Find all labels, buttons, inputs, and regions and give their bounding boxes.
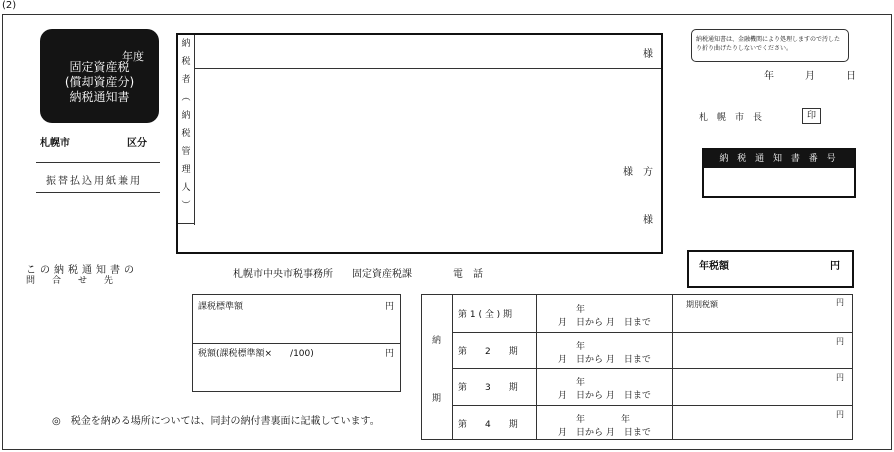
payment-slip-label: 振替払込用紙兼用 xyxy=(46,176,142,187)
tax-base-unit: 円 xyxy=(384,302,394,312)
tax-base-label: 課税標準額 xyxy=(198,302,244,312)
office-dept: 固定資産税課 xyxy=(352,269,412,280)
inquiry-line-1: この納税通知書の xyxy=(26,265,138,276)
footer-note: ◎ 税金を納める場所については、同封の納付書裏面に記載しています。 xyxy=(52,416,380,427)
installment-year: 年 xyxy=(576,305,586,315)
taxpayer-vertical-label xyxy=(178,35,194,215)
badge-year: 年度 xyxy=(122,50,144,63)
installment-period: 第 2 期 xyxy=(458,346,518,357)
sama-bottom: 様 xyxy=(643,215,653,226)
date-month: 月 xyxy=(805,71,815,82)
installment-period: 第 1 ( 全 ) 期 xyxy=(458,310,513,320)
kata-label: 方 xyxy=(643,167,653,178)
amount-header: 期別税額 xyxy=(686,300,718,309)
tax-base-box xyxy=(192,294,401,392)
taxpayer-label-char: 管 xyxy=(181,147,191,157)
notice-number-label: 納 税 通 知 書 番 号 xyxy=(704,150,854,168)
date-year: 年 xyxy=(764,71,774,82)
mayor-label: 札 幌 市 長 xyxy=(699,113,763,123)
installment-year: 年 年 xyxy=(576,414,631,425)
taxpayer-name-line xyxy=(195,68,661,69)
annual-tax-unit: 円 xyxy=(830,261,840,272)
date-day: 日 xyxy=(846,71,856,82)
installment-range: 月 日から 月 日まで xyxy=(558,354,651,365)
taxpayer-label-divider xyxy=(194,35,195,225)
installment-year: 年 xyxy=(576,341,586,352)
taxpayer-box xyxy=(176,33,663,254)
taxpayer-label-char: 税 xyxy=(181,57,191,67)
tax-amount-label: 税額(課税標準額× /100) xyxy=(198,349,314,359)
tax-amount-unit: 円 xyxy=(384,349,394,359)
badge-title-1: 固定資産税 xyxy=(69,60,130,74)
section-label: 区分 xyxy=(127,138,147,149)
installment-year: 年 xyxy=(576,378,586,388)
sama-mid: 様 xyxy=(623,167,633,178)
annual-tax-label: 年税額 xyxy=(699,261,729,272)
installment-period: 第 3 期 xyxy=(458,383,518,393)
sama-top: 様 xyxy=(643,49,653,60)
installment-unit: 円 xyxy=(836,409,844,419)
taxpayer-label-char: 人 xyxy=(181,183,191,193)
taxpayer-label-char: ︶ xyxy=(181,201,191,211)
installments-table xyxy=(421,294,853,440)
city-label: 札幌市 xyxy=(40,138,70,149)
form-label: (2) xyxy=(2,0,17,11)
badge-title-3: 納税通知書 xyxy=(69,90,130,104)
taxpayer-label-char: 税 xyxy=(181,129,191,139)
taxpayer-label-char: ︵ xyxy=(181,93,191,103)
notice-number-box xyxy=(702,148,856,198)
installment-unit: 円 xyxy=(836,373,844,382)
installment-unit: 円 xyxy=(836,298,844,307)
nouki-label-1: 納 xyxy=(432,336,442,346)
divider-bottom xyxy=(36,192,160,193)
mayor-seal: 印 xyxy=(802,108,821,124)
divider-top xyxy=(36,162,160,163)
installment-unit: 円 xyxy=(836,336,844,346)
office-name: 札幌市中央市税事務所 xyxy=(233,269,333,280)
installment-range: 月 日から 月 日まで xyxy=(558,318,651,328)
installment-period: 第 4 期 xyxy=(458,419,518,430)
taxpayer-label-char: 理 xyxy=(181,165,191,175)
installment-range: 月 日から 月 日まで xyxy=(558,427,651,438)
title-badge xyxy=(40,29,159,123)
office-phone: 電 話 xyxy=(453,269,483,280)
taxpayer-label-char: 納 xyxy=(181,111,191,121)
nouki-label-2: 期 xyxy=(432,394,442,404)
handling-notice: 納税通知書は、金融機関により処理しますので汚したり折り曲げたりしないでください。 xyxy=(691,29,849,62)
taxpayer-label-char: 者 xyxy=(181,75,191,85)
taxpayer-label-char: 納 xyxy=(181,39,191,49)
installment-range: 月 日から 月 日まで xyxy=(558,391,651,401)
inquiry-line-2: 問 合 せ 先 xyxy=(26,276,118,286)
badge-title-2: (償却資産分) xyxy=(64,75,135,89)
annual-tax-box xyxy=(687,250,854,288)
